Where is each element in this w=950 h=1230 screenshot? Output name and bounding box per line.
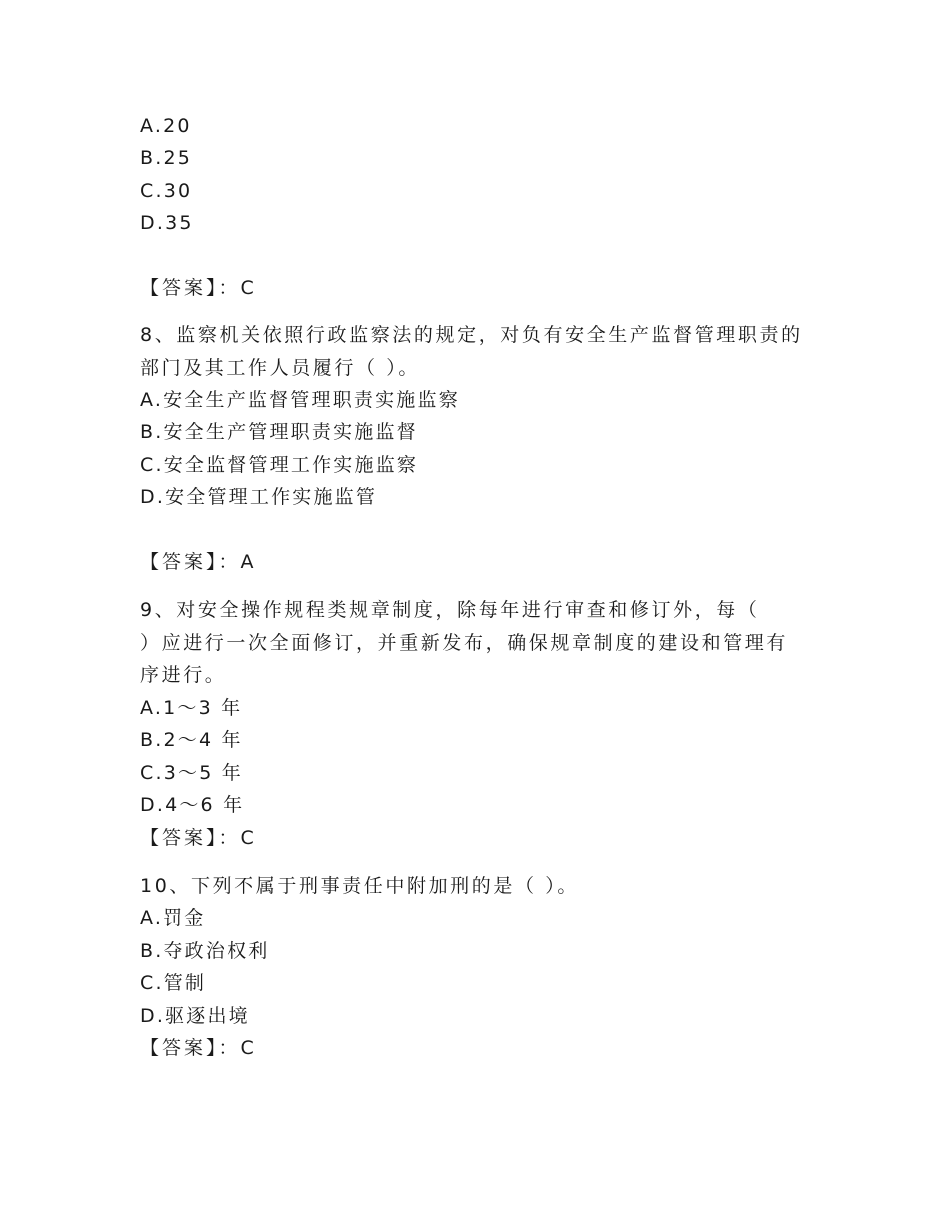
answer-line: 【答案】：C [140,1037,257,1059]
option-c: C.3～5 年 [140,762,243,784]
question-stem: 9、对安全操作规程类规章制度，除每年进行审查和修订外，每（ [140,599,760,621]
option-a: A.罚金 [140,907,206,929]
option-d: D.安全管理工作实施监管 [140,486,378,508]
option-a: A.安全生产监督管理职责实施监察 [140,389,460,411]
answer-line: 【答案】：C [140,277,257,299]
question-stem: 部门及其工作人员履行（ ）。 [140,357,420,379]
option-b: B.夺政治权利 [140,940,270,962]
option-c: C.安全监督管理工作实施监察 [140,454,419,476]
option-b: B.安全生产管理职责实施监督 [140,421,418,443]
option-c: C.30 [140,180,193,202]
answer-line: 【答案】：C [140,827,257,849]
answer-line: 【答案】：A [140,551,257,573]
option-b: B.25 [140,147,193,169]
question-stem: 8、监察机关依照行政监察法的规定，对负有安全生产监督管理职责的 [140,324,803,346]
option-c: C.管制 [140,972,207,994]
option-b: B.2～4 年 [140,729,243,751]
option-d: D.35 [140,212,194,234]
option-d: D.4～6 年 [140,794,245,816]
option-a: A.1～3 年 [140,697,243,719]
question-stem: 10、下列不属于刑事责任中附加刑的是（ ）。 [140,875,579,897]
question-stem: 序进行。 [140,664,227,686]
option-d: D.驱逐出境 [140,1005,250,1027]
question-stem: ）应进行一次全面修订，并重新发布，确保规章制度的建设和管理有 [140,632,789,654]
option-a: A.20 [140,115,192,137]
